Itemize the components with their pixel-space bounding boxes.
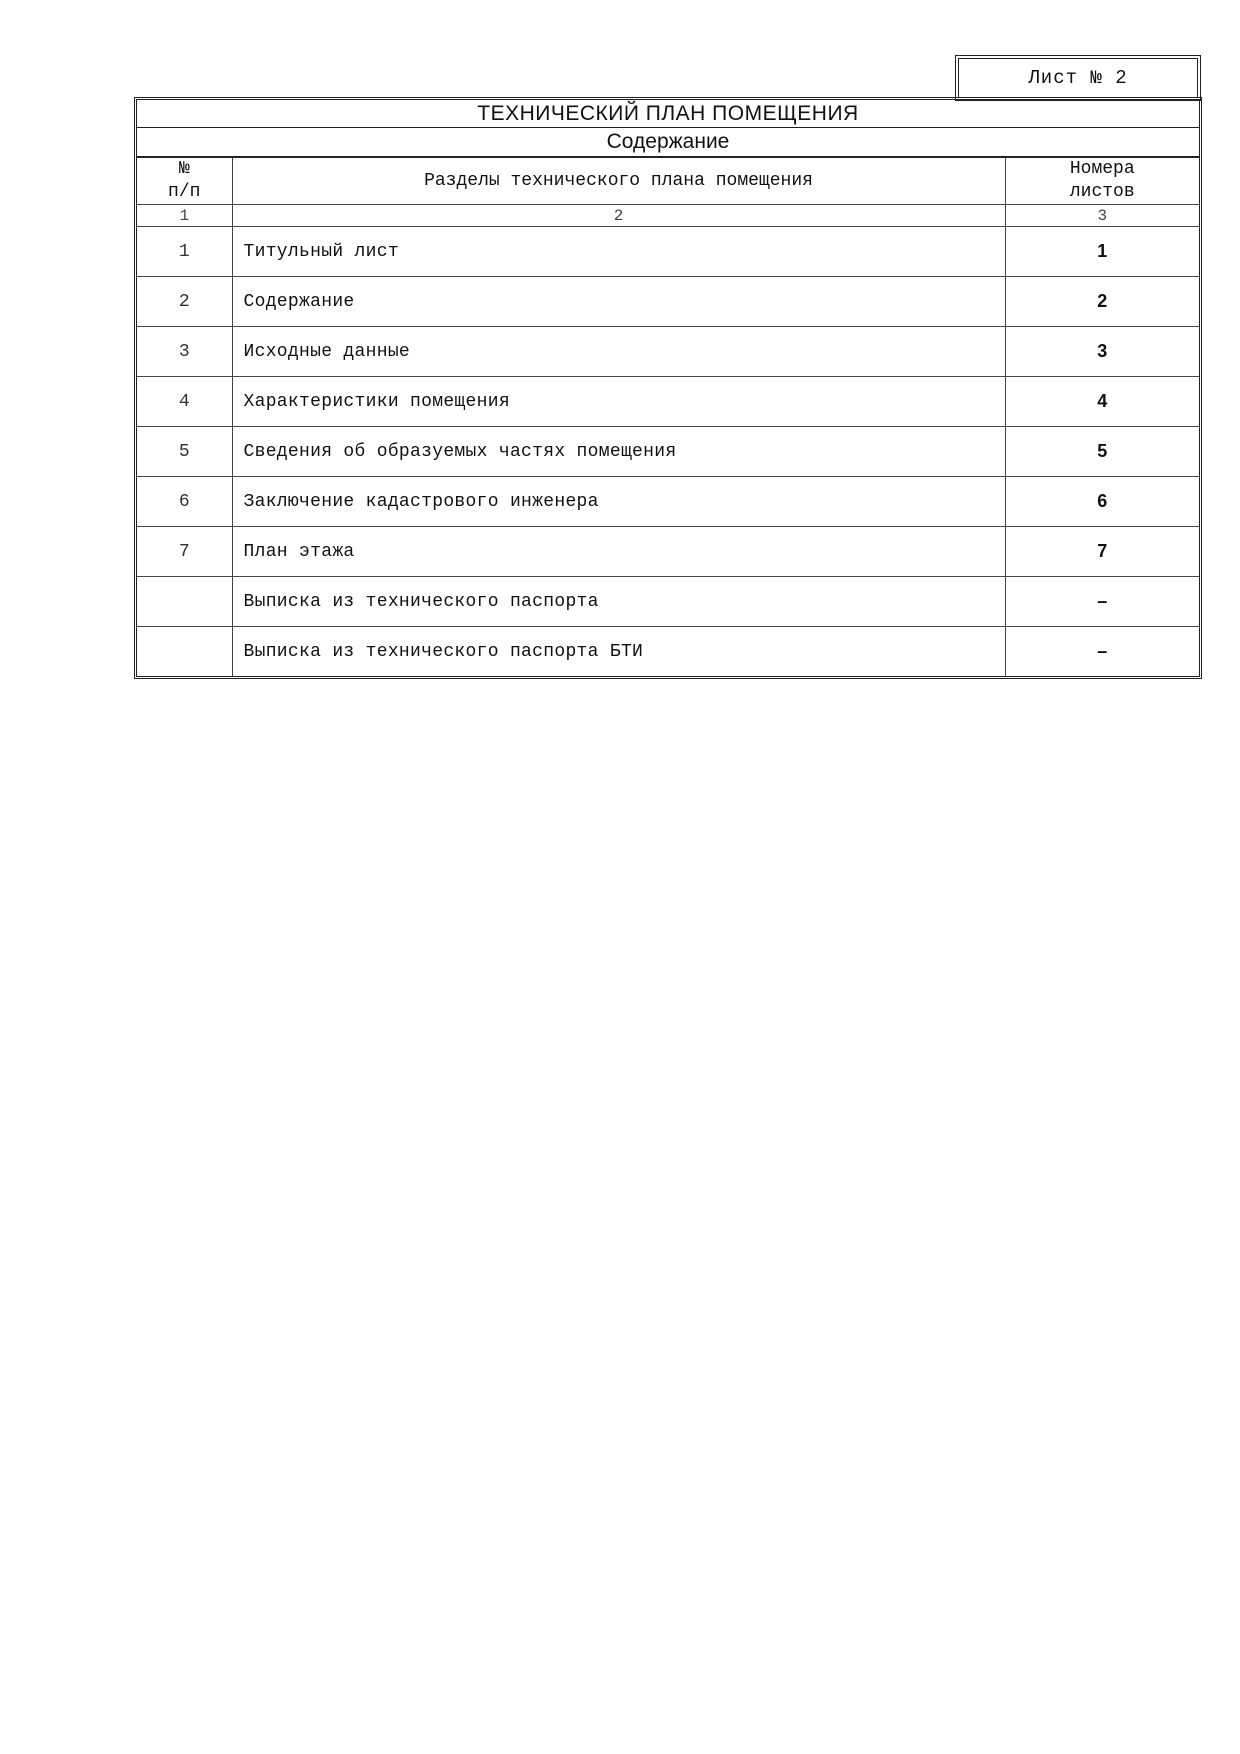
row-number [137, 577, 232, 627]
row-number: 1 [137, 227, 232, 277]
table-row [137, 277, 1199, 327]
row-sheet-number: 1 [1005, 227, 1199, 277]
table-row [137, 227, 1199, 277]
column-index: 2 [232, 205, 1005, 227]
column-index: 1 [137, 205, 232, 227]
row-number: 4 [137, 377, 232, 427]
row-section-name: Выписка из технического паспорта [232, 577, 1005, 627]
row-number: 6 [137, 477, 232, 527]
section-title: Содержание [137, 128, 1199, 158]
header-sheets [1005, 158, 1199, 205]
row-sheet-number: 5 [1005, 427, 1199, 477]
row-number: 3 [137, 327, 232, 377]
row-sheet-number: 2 [1005, 277, 1199, 327]
row-section-name: Исходные данные [232, 327, 1005, 377]
contents-table [137, 158, 1199, 676]
table-row [137, 427, 1199, 477]
table-row [137, 477, 1199, 527]
sheet-number-label: Лист № 2 [958, 58, 1198, 98]
header-num-line1: № [178, 159, 190, 179]
document-title: ТЕХНИЧЕСКИЙ ПЛАН ПОМЕЩЕНИЯ [137, 100, 1199, 128]
contents-frame [136, 99, 1200, 677]
row-section-name: План этажа [232, 527, 1005, 577]
column-index: 3 [1005, 205, 1199, 227]
row-section-name: Титульный лист [232, 227, 1005, 277]
row-number [137, 627, 232, 677]
header-row [137, 158, 1199, 205]
header-section: Разделы технического плана помещения [232, 158, 1005, 205]
table-row [137, 327, 1199, 377]
row-number: 2 [137, 277, 232, 327]
table-row [137, 627, 1199, 677]
row-sheet-number: 4 [1005, 377, 1199, 427]
header-num-line2: п/п [168, 182, 201, 202]
table-row [137, 377, 1199, 427]
table-row [137, 527, 1199, 577]
row-sheet-number: – [1005, 627, 1199, 677]
header-sheets-line2: листов [1069, 182, 1135, 202]
row-sheet-number: 7 [1005, 527, 1199, 577]
column-index-row [137, 205, 1199, 227]
row-section-name: Заключение кадастрового инженера [232, 477, 1005, 527]
header-sheets-line1: Номера [1069, 159, 1135, 179]
row-section-name: Выписка из технического паспорта БТИ [232, 627, 1005, 677]
row-number: 7 [137, 527, 232, 577]
row-sheet-number: 6 [1005, 477, 1199, 527]
row-sheet-number: – [1005, 577, 1199, 627]
header-num [137, 158, 232, 205]
row-section-name: Сведения об образуемых частях помещения [232, 427, 1005, 477]
row-sheet-number: 3 [1005, 327, 1199, 377]
table-row [137, 577, 1199, 627]
row-number: 5 [137, 427, 232, 477]
row-section-name: Содержание [232, 277, 1005, 327]
row-section-name: Характеристики помещения [232, 377, 1005, 427]
